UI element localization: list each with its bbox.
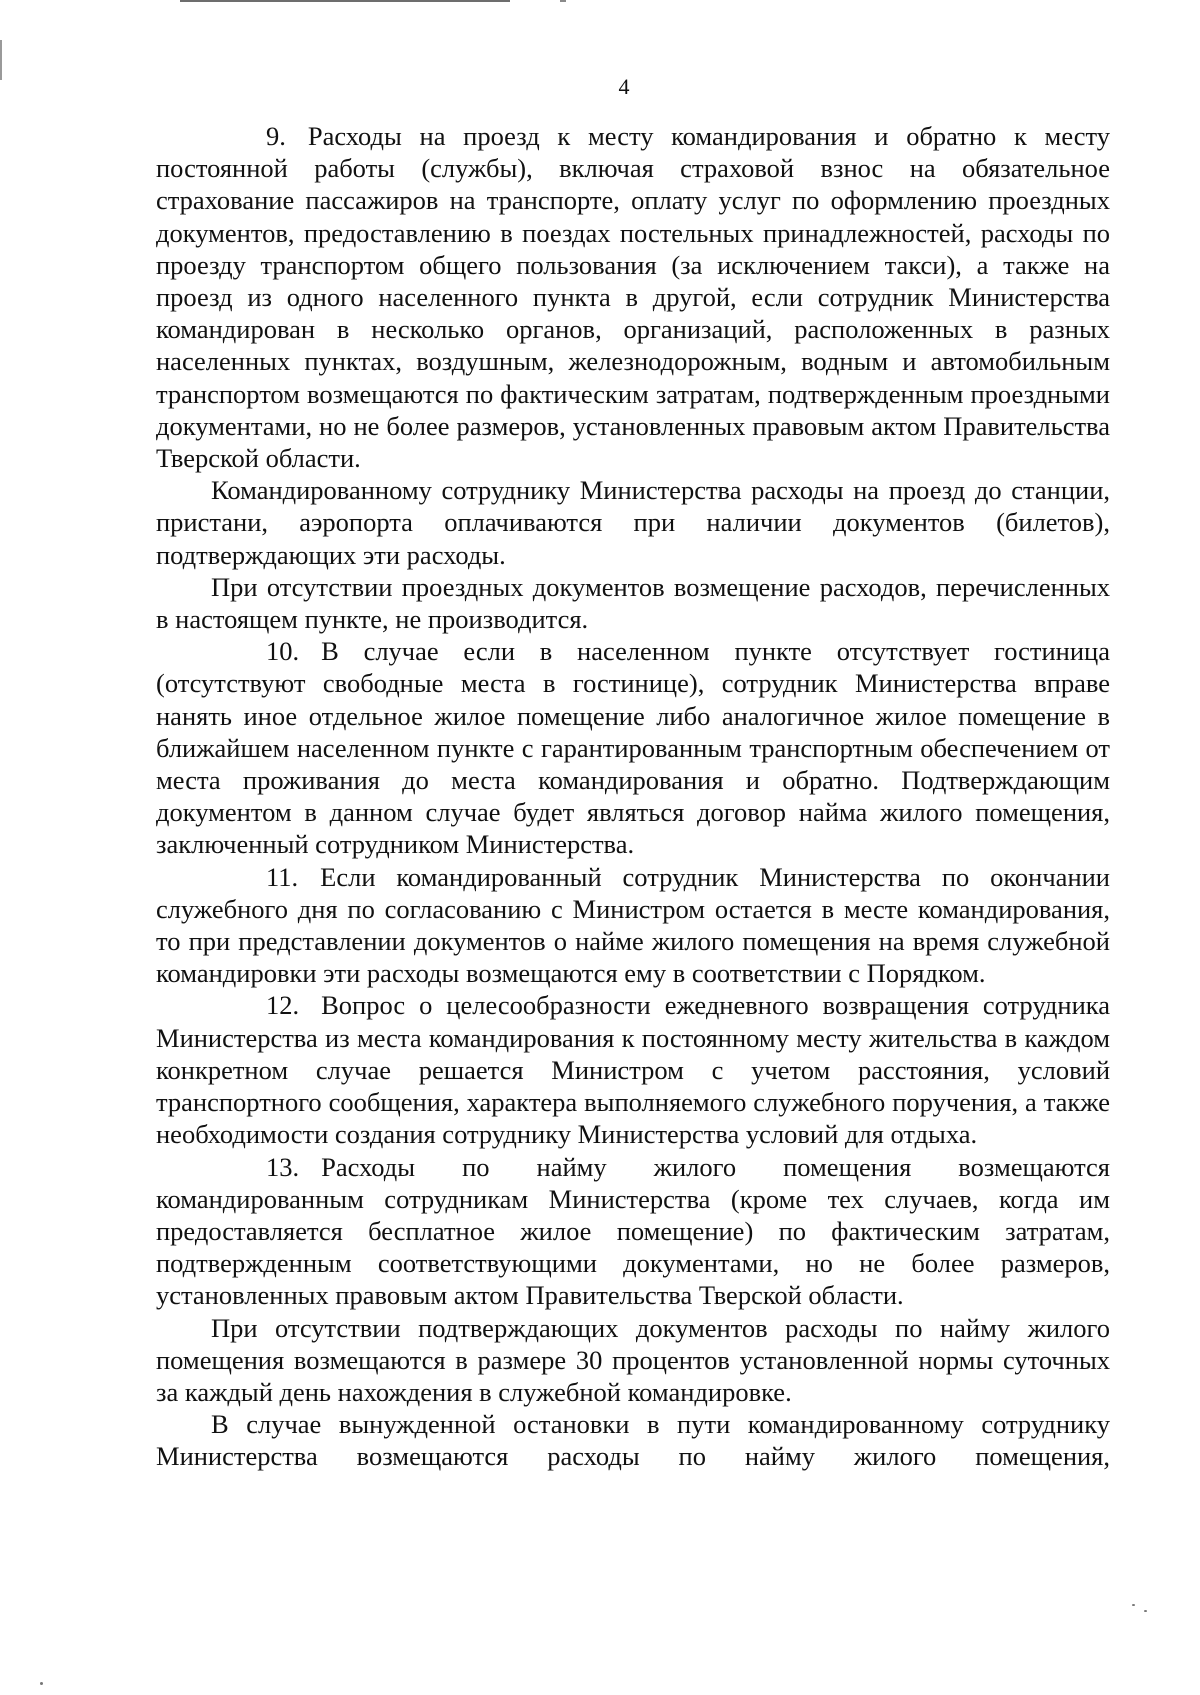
paragraph-11 — [156, 861, 1110, 990]
paragraph-number: 10. — [266, 636, 300, 667]
paragraph-text: В случае вынужденной остановки в пути командированному сотруднику Министерства возмещаются расходы по найму жилого помещения, — [156, 1409, 1110, 1472]
paragraph-9-continuation-1 — [156, 474, 1110, 571]
paragraph-12 — [156, 989, 1110, 1150]
paragraph-number: 12. — [266, 990, 300, 1021]
paragraph-9 — [156, 120, 1110, 474]
paragraph-text: В случае если в населенном пункте отсутствует гостиница (отсутствуют свободные места в гостинице), сотрудник Министерства вправе нанять иное отдельное жилое помещение либо аналогичное жилое помещение в ближайшем населенном пункте с гарантированным транспортным обеспечением от места проживания до места командирования и обратно. Подтверждающим документом в данном случае будет являться договор найма жилого помещения, заключенный сотрудником Министерства. — [156, 636, 1110, 860]
paragraph-number: 13. — [266, 1151, 300, 1182]
paragraph-number: 9. — [266, 121, 286, 151]
paragraph-text: Расходы по найму жилого помещения возмещаются командированным сотрудникам Министерства (кроме тех случаев, когда им предоставляется бесплатное жилое помещение) по фактическим затратам, подтвержденным соответствующими документами, но не более размеров, установленных правовым актом Правительства Тверской области. — [156, 1151, 1110, 1311]
paragraph-text: При отсутствии проездных документов возмещение расходов, перечисленных в настоящем пункте, не производится. — [156, 571, 1110, 635]
scan-speck — [1144, 1610, 1147, 1612]
paragraph-text: Командированному сотруднику Министерства расходы на проезд до станции, пристани, аэропорта оплачиваются при наличии документов (билетов), подтверждающих эти расходы. — [156, 475, 1110, 570]
scan-speck — [1132, 1604, 1135, 1606]
paragraph-number: 11. — [266, 861, 299, 892]
paragraph-9-continuation-2 — [156, 571, 1110, 635]
paragraph-text: Если командированный сотрудник Министерства по окончании служебного дня по согласованию с Министром остается в месте командирования, то при представлении документов о найме жилого помещения на время служебной командировки эти расходы возмещаются ему в соответствии с Порядком. — [156, 861, 1110, 989]
document-body — [156, 120, 1110, 1473]
paragraph-10 — [156, 635, 1110, 860]
scan-artifact-line — [180, 0, 510, 2]
paragraph-text: Вопрос о целесообразности ежедневного возвращения сотрудника Министерства из места командирования к постоянному месту жительства в каждом конкретном случае решается Министром с учетом расстояния, условий транспортного сообщения, характера выполняемого служебного поручения, а также необходимости создания сотруднику Министерства условий для отдыха. — [156, 990, 1110, 1150]
paragraph-text: При отсутствии подтверждающих документов расходы по найму жилого помещения возмещаются в размере 30 процентов установленной нормы суточных за каждый день нахождения в служебной командировке. — [156, 1312, 1110, 1407]
page-number: 4 — [618, 74, 630, 99]
paragraph-13 — [156, 1151, 1110, 1312]
paragraph-text: Расходы на проезд к месту командирования и обратно к месту постоянной работы (службы), включая страховой взнос на обязательное страхование пассажиров на транспорте, оплату услуг по оформлению проездных документов, предоставлению в поездах постельных принадлежностей, расходы по проезду транспортом общего пользования (за исключением такси), а также на проезд из одного населенного пункта в другой, если сотрудник Министерства командирован в несколько органов, организаций, расположенных в разных населенных пунктах, воздушным, железнодорожным, водным и автомобильным транспортом возмещаются по фактическим затратам, подтвержденным проездными документами, но не более размеров, установленных правовым актом Правительства Тверской области. — [156, 121, 1110, 474]
paragraph-13-continuation-2 — [156, 1408, 1110, 1472]
scan-artifact-dot — [560, 0, 566, 2]
scan-speck — [40, 1682, 43, 1685]
paragraph-13-continuation-1 — [156, 1312, 1110, 1409]
